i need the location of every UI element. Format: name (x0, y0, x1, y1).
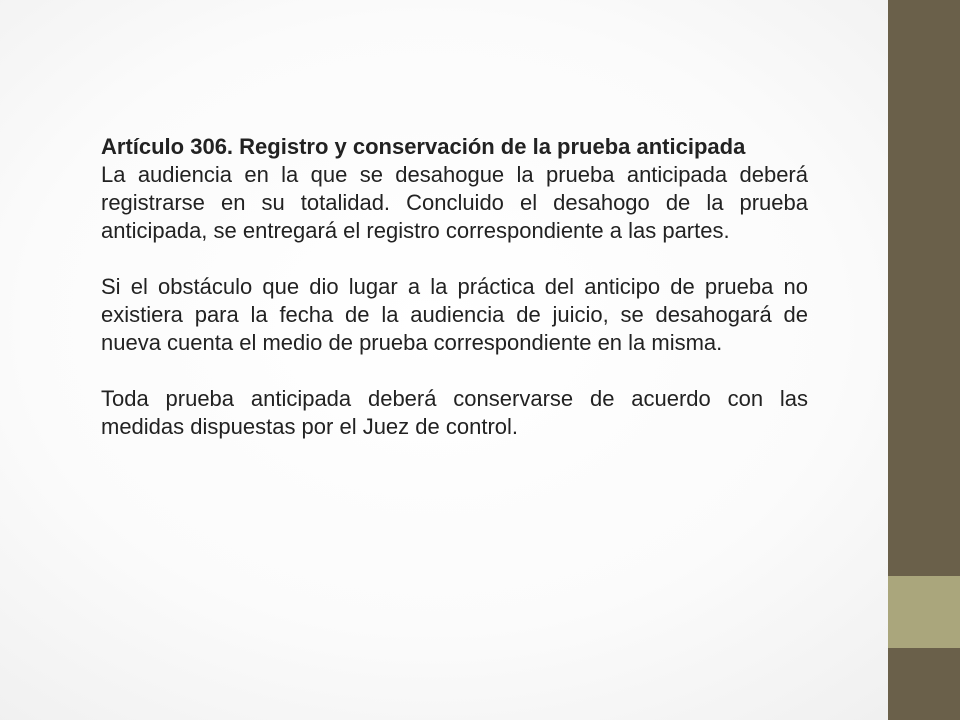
paragraph-spacer (101, 245, 808, 273)
sidebar-band-bottom (888, 648, 960, 720)
sidebar-band-accent (888, 576, 960, 648)
paragraph-spacer (101, 357, 808, 385)
paragraph-registration: La audiencia en la que se desahogue la prueba anticipada deberá registrarse en su totalidad. Concluido el desahogo de la prueba anticipada, se entregará el registro correspondiente a las partes. (101, 162, 808, 243)
sidebar-band-top (888, 0, 960, 576)
article-heading: Artículo 306. Registro y conservación de la prueba anticipada (101, 134, 746, 159)
paragraph-conservation: Toda prueba anticipada deberá conservarse de acuerdo con las medidas dispuestas por el Juez de control. (101, 386, 808, 439)
slide-body (101, 133, 808, 441)
paragraph-obstacle: Si el obstáculo que dio lugar a la práctica del anticipo de prueba no existiera para la fecha de la audiencia de juicio, se desahogará de nueva cuenta el medio de prueba correspondiente en la misma. (101, 274, 808, 355)
